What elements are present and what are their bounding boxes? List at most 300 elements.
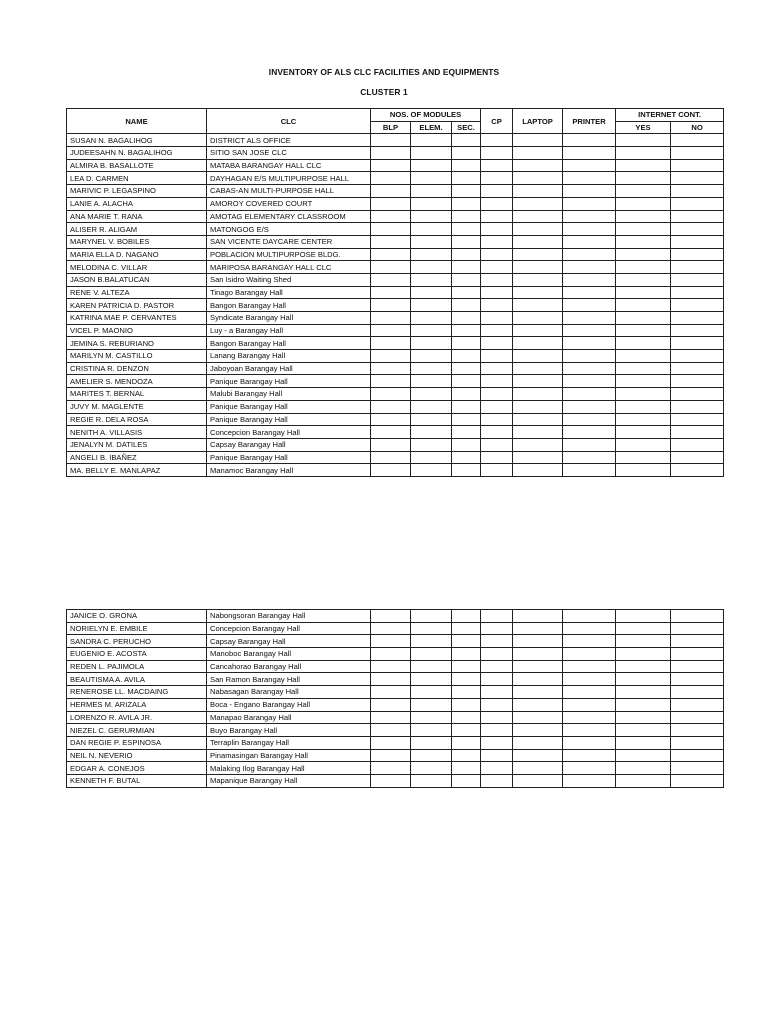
empty-cell xyxy=(616,610,671,623)
empty-cell xyxy=(452,388,481,401)
clc-cell: Terraplin Barangay Hall xyxy=(207,736,371,749)
empty-cell xyxy=(513,172,563,185)
empty-cell xyxy=(481,724,513,737)
clc-cell: Manapao Barangay Hall xyxy=(207,711,371,724)
empty-cell xyxy=(513,413,563,426)
empty-cell xyxy=(563,774,616,787)
empty-cell xyxy=(481,185,513,198)
table-row xyxy=(67,686,724,699)
empty-cell xyxy=(513,197,563,210)
table-row xyxy=(67,388,724,401)
yes-column-header: YES xyxy=(616,121,671,134)
empty-cell xyxy=(481,248,513,261)
clc-cell: DISTRICT ALS OFFICE xyxy=(207,134,371,147)
empty-cell xyxy=(513,464,563,477)
empty-cell xyxy=(411,210,452,223)
empty-cell xyxy=(513,660,563,673)
empty-cell xyxy=(452,698,481,711)
clc-cell: Concepcion Barangay Hall xyxy=(207,622,371,635)
empty-cell xyxy=(563,350,616,363)
empty-cell xyxy=(452,375,481,388)
empty-cell xyxy=(371,388,411,401)
empty-cell xyxy=(671,235,724,248)
empty-cell xyxy=(452,426,481,439)
empty-cell xyxy=(671,451,724,464)
empty-cell xyxy=(411,312,452,325)
clc-cell: Panique Barangay Hall xyxy=(207,400,371,413)
empty-cell xyxy=(563,286,616,299)
empty-cell xyxy=(371,134,411,147)
empty-cell xyxy=(563,261,616,274)
empty-cell xyxy=(513,286,563,299)
empty-cell xyxy=(452,223,481,236)
empty-cell xyxy=(371,711,411,724)
empty-cell xyxy=(513,185,563,198)
empty-cell xyxy=(452,312,481,325)
table-row xyxy=(67,635,724,648)
empty-cell xyxy=(671,648,724,661)
table-row xyxy=(67,400,724,413)
empty-cell xyxy=(616,622,671,635)
name-cell: ALISER R. ALIGAM xyxy=(67,223,207,236)
clc-column-header: CLC xyxy=(207,109,371,134)
empty-cell xyxy=(671,197,724,210)
empty-cell xyxy=(616,749,671,762)
empty-cell xyxy=(481,438,513,451)
empty-cell xyxy=(452,464,481,477)
empty-cell xyxy=(616,235,671,248)
empty-cell xyxy=(481,337,513,350)
empty-cell xyxy=(513,673,563,686)
clc-cell: Manoboc Barangay Hall xyxy=(207,648,371,661)
empty-cell xyxy=(452,400,481,413)
name-cell: DAN REGIE P. ESPINOSA xyxy=(67,736,207,749)
empty-cell xyxy=(513,299,563,312)
empty-cell xyxy=(616,711,671,724)
empty-cell xyxy=(671,660,724,673)
empty-cell xyxy=(481,312,513,325)
empty-cell xyxy=(616,159,671,172)
empty-cell xyxy=(616,438,671,451)
empty-cell xyxy=(371,210,411,223)
empty-cell xyxy=(452,648,481,661)
empty-cell xyxy=(513,134,563,147)
name-cell: JUVY M. MAGLENTE xyxy=(67,400,207,413)
table-row xyxy=(67,235,724,248)
empty-cell xyxy=(616,400,671,413)
empty-cell xyxy=(513,324,563,337)
empty-cell xyxy=(671,698,724,711)
empty-cell xyxy=(513,426,563,439)
clc-cell: Nabasagan Barangay Hall xyxy=(207,686,371,699)
empty-cell xyxy=(452,147,481,160)
empty-cell xyxy=(671,261,724,274)
empty-cell xyxy=(481,711,513,724)
table-row xyxy=(67,147,724,160)
empty-cell xyxy=(411,711,452,724)
empty-cell xyxy=(411,197,452,210)
clc-cell: AMOTAG ELEMENTARY CLASSROOM xyxy=(207,210,371,223)
blp-column-header: BLP xyxy=(371,121,411,134)
name-cell: MELODINA C. VILLAR xyxy=(67,261,207,274)
empty-cell xyxy=(452,197,481,210)
empty-cell xyxy=(481,736,513,749)
empty-cell xyxy=(481,375,513,388)
name-cell: NIEZEL C. GERURMIAN xyxy=(67,724,207,737)
inventory-table-main xyxy=(66,108,724,477)
clc-cell: Buyo Barangay Hall xyxy=(207,724,371,737)
empty-cell xyxy=(671,273,724,286)
clc-cell: Bangon Barangay Hall xyxy=(207,299,371,312)
clc-cell: Cancahorao Barangay Hall xyxy=(207,660,371,673)
empty-cell xyxy=(513,273,563,286)
clc-cell: MARIPOSA BARANGAY HALL CLC xyxy=(207,261,371,274)
empty-cell xyxy=(513,762,563,775)
empty-cell xyxy=(411,273,452,286)
elem-column-header: ELEM. xyxy=(411,121,452,134)
name-cell: MARYNEL V. BOBILES xyxy=(67,235,207,248)
empty-cell xyxy=(616,337,671,350)
empty-cell xyxy=(411,635,452,648)
table-row xyxy=(67,337,724,350)
empty-cell xyxy=(481,388,513,401)
empty-cell xyxy=(452,762,481,775)
empty-cell xyxy=(563,660,616,673)
empty-cell xyxy=(481,774,513,787)
empty-cell xyxy=(411,172,452,185)
empty-cell xyxy=(452,261,481,274)
empty-cell xyxy=(671,223,724,236)
empty-cell xyxy=(481,147,513,160)
table-row xyxy=(67,749,724,762)
clc-cell: MATABA BARANGAY HALL CLC xyxy=(207,159,371,172)
empty-cell xyxy=(371,147,411,160)
empty-cell xyxy=(371,673,411,686)
clc-cell: Concepcion Barangay Hall xyxy=(207,426,371,439)
table-row xyxy=(67,286,724,299)
empty-cell xyxy=(513,223,563,236)
empty-cell xyxy=(481,197,513,210)
name-cell: BEAUTISMA A. AVILA xyxy=(67,673,207,686)
empty-cell xyxy=(411,451,452,464)
empty-cell xyxy=(411,660,452,673)
name-cell: MARILYN M. CASTILLO xyxy=(67,350,207,363)
name-cell: LANIE A. ALACHA xyxy=(67,197,207,210)
empty-cell xyxy=(616,375,671,388)
empty-cell xyxy=(513,388,563,401)
empty-cell xyxy=(452,362,481,375)
empty-cell xyxy=(616,172,671,185)
document-subtitle: CLUSTER 1 xyxy=(360,87,408,97)
empty-cell xyxy=(411,749,452,762)
empty-cell xyxy=(371,686,411,699)
clc-cell: Manamoc Barangay Hall xyxy=(207,464,371,477)
name-cell: SUSAN N. BAGALIHOG xyxy=(67,134,207,147)
empty-cell xyxy=(452,622,481,635)
empty-cell xyxy=(671,610,724,623)
header-row-1 xyxy=(67,109,724,122)
empty-cell xyxy=(452,749,481,762)
clc-cell: CABAS-AN MULTI-PURPOSE HALL xyxy=(207,185,371,198)
empty-cell xyxy=(563,172,616,185)
modules-group-header: NOS. OF MODULES xyxy=(371,109,481,122)
empty-cell xyxy=(371,299,411,312)
empty-cell xyxy=(671,147,724,160)
empty-cell xyxy=(563,762,616,775)
empty-cell xyxy=(371,648,411,661)
name-cell: LORENZO R. AVILA JR. xyxy=(67,711,207,724)
empty-cell xyxy=(563,438,616,451)
empty-cell xyxy=(481,273,513,286)
empty-cell xyxy=(671,774,724,787)
empty-cell xyxy=(563,134,616,147)
empty-cell xyxy=(481,286,513,299)
empty-cell xyxy=(481,362,513,375)
empty-cell xyxy=(513,147,563,160)
empty-cell xyxy=(563,686,616,699)
empty-cell xyxy=(671,400,724,413)
empty-cell xyxy=(563,711,616,724)
cp-column-header: CP xyxy=(481,109,513,134)
empty-cell xyxy=(616,197,671,210)
empty-cell xyxy=(563,698,616,711)
table-row xyxy=(67,197,724,210)
empty-cell xyxy=(411,134,452,147)
empty-cell xyxy=(671,375,724,388)
empty-cell xyxy=(481,172,513,185)
empty-cell xyxy=(563,147,616,160)
empty-cell xyxy=(411,648,452,661)
name-cell: NENITH A. VILLASIS xyxy=(67,426,207,439)
empty-cell xyxy=(371,172,411,185)
empty-cell xyxy=(452,451,481,464)
empty-cell xyxy=(671,350,724,363)
empty-cell xyxy=(563,724,616,737)
empty-cell xyxy=(452,248,481,261)
empty-cell xyxy=(371,438,411,451)
empty-cell xyxy=(452,134,481,147)
empty-cell xyxy=(371,610,411,623)
empty-cell xyxy=(671,438,724,451)
empty-cell xyxy=(513,648,563,661)
empty-cell xyxy=(452,185,481,198)
empty-cell xyxy=(513,724,563,737)
clc-cell: Boca - Engano Barangay Hall xyxy=(207,698,371,711)
empty-cell xyxy=(481,686,513,699)
empty-cell xyxy=(371,273,411,286)
empty-cell xyxy=(616,324,671,337)
empty-cell xyxy=(563,464,616,477)
empty-cell xyxy=(616,147,671,160)
empty-cell xyxy=(513,686,563,699)
empty-cell xyxy=(481,464,513,477)
empty-cell xyxy=(563,223,616,236)
empty-cell xyxy=(411,610,452,623)
empty-cell xyxy=(616,134,671,147)
clc-cell: Syndicate Barangay Hall xyxy=(207,312,371,325)
clc-cell: Panique Barangay Hall xyxy=(207,413,371,426)
empty-cell xyxy=(563,312,616,325)
empty-cell xyxy=(616,413,671,426)
empty-cell xyxy=(452,337,481,350)
table-row xyxy=(67,312,724,325)
empty-cell xyxy=(411,388,452,401)
table-row xyxy=(67,210,724,223)
empty-cell xyxy=(513,622,563,635)
empty-cell xyxy=(481,622,513,635)
empty-cell xyxy=(411,762,452,775)
empty-cell xyxy=(671,622,724,635)
empty-cell xyxy=(513,375,563,388)
empty-cell xyxy=(411,362,452,375)
empty-cell xyxy=(616,350,671,363)
empty-cell xyxy=(563,400,616,413)
empty-cell xyxy=(513,610,563,623)
empty-cell xyxy=(371,324,411,337)
empty-cell xyxy=(371,185,411,198)
empty-cell xyxy=(563,210,616,223)
table-row xyxy=(67,299,724,312)
empty-cell xyxy=(513,451,563,464)
clc-cell: DAYHAGAN E/S MULTIPURPOSE HALL xyxy=(207,172,371,185)
empty-cell xyxy=(563,324,616,337)
table-row xyxy=(67,451,724,464)
empty-cell xyxy=(411,774,452,787)
empty-cell xyxy=(411,698,452,711)
clc-cell: Malubi Barangay Hall xyxy=(207,388,371,401)
empty-cell xyxy=(616,273,671,286)
empty-cell xyxy=(411,622,452,635)
sec-column-header: SEC. xyxy=(452,121,481,134)
empty-cell xyxy=(563,159,616,172)
table-row xyxy=(67,375,724,388)
empty-cell xyxy=(513,159,563,172)
name-cell: JASON B.BALATUCAN xyxy=(67,273,207,286)
empty-cell xyxy=(411,375,452,388)
name-cell: KAREN PATRICIA D. PASTOR xyxy=(67,299,207,312)
empty-cell xyxy=(371,375,411,388)
empty-cell xyxy=(481,299,513,312)
empty-cell xyxy=(452,774,481,787)
empty-cell xyxy=(411,673,452,686)
table-row xyxy=(67,324,724,337)
empty-cell xyxy=(411,261,452,274)
clc-cell: Nabongsoran Barangay Hall xyxy=(207,610,371,623)
table-row xyxy=(67,622,724,635)
empty-cell xyxy=(616,248,671,261)
empty-cell xyxy=(671,159,724,172)
empty-cell xyxy=(671,426,724,439)
clc-cell: POBLACION MULTIPURPOSE BLDG. xyxy=(207,248,371,261)
empty-cell xyxy=(513,337,563,350)
name-cell: JEMINA S. REBURIANO xyxy=(67,337,207,350)
empty-cell xyxy=(411,147,452,160)
empty-cell xyxy=(671,312,724,325)
empty-cell xyxy=(616,762,671,775)
empty-cell xyxy=(452,736,481,749)
empty-cell xyxy=(481,698,513,711)
empty-cell xyxy=(481,223,513,236)
empty-cell xyxy=(371,159,411,172)
empty-cell xyxy=(371,413,411,426)
empty-cell xyxy=(671,724,724,737)
empty-cell xyxy=(513,350,563,363)
empty-cell xyxy=(513,711,563,724)
empty-cell xyxy=(671,324,724,337)
empty-cell xyxy=(671,736,724,749)
clc-cell: MATONGOG E/S xyxy=(207,223,371,236)
table-row xyxy=(67,724,724,737)
table-row xyxy=(67,438,724,451)
empty-cell xyxy=(563,426,616,439)
empty-cell xyxy=(411,464,452,477)
empty-cell xyxy=(616,261,671,274)
empty-cell xyxy=(371,337,411,350)
name-cell: KENNETH F. BUTAL xyxy=(67,774,207,787)
empty-cell xyxy=(452,635,481,648)
empty-cell xyxy=(371,451,411,464)
empty-cell xyxy=(481,648,513,661)
clc-cell: Capsay Barangay Hall xyxy=(207,635,371,648)
clc-cell: Panique Barangay Hall xyxy=(207,375,371,388)
empty-cell xyxy=(452,724,481,737)
empty-cell xyxy=(671,286,724,299)
empty-cell xyxy=(371,774,411,787)
empty-cell xyxy=(481,762,513,775)
name-cell: REDEN L. PAJIMOLA xyxy=(67,660,207,673)
empty-cell xyxy=(411,223,452,236)
empty-cell xyxy=(411,413,452,426)
empty-cell xyxy=(481,400,513,413)
empty-cell xyxy=(481,134,513,147)
clc-cell: Luy - a Barangay Hall xyxy=(207,324,371,337)
name-cell: JANICE O. GRONA xyxy=(67,610,207,623)
empty-cell xyxy=(411,248,452,261)
empty-cell xyxy=(616,774,671,787)
empty-cell xyxy=(371,261,411,274)
empty-cell xyxy=(616,286,671,299)
table-row xyxy=(67,273,724,286)
table-row xyxy=(67,413,724,426)
clc-cell: Mapanique Barangay Hall xyxy=(207,774,371,787)
clc-cell: San Ramon Barangay Hall xyxy=(207,673,371,686)
empty-cell xyxy=(411,736,452,749)
empty-cell xyxy=(411,426,452,439)
printer-column-header: PRINTER xyxy=(563,109,616,134)
empty-cell xyxy=(371,286,411,299)
empty-cell xyxy=(371,312,411,325)
empty-cell xyxy=(481,660,513,673)
name-cell: SANDRA C. PERUCHO xyxy=(67,635,207,648)
empty-cell xyxy=(481,235,513,248)
empty-cell xyxy=(616,362,671,375)
empty-cell xyxy=(616,648,671,661)
name-cell: EDGAR A. CONEJOS xyxy=(67,762,207,775)
empty-cell xyxy=(452,172,481,185)
empty-cell xyxy=(513,400,563,413)
empty-cell xyxy=(452,286,481,299)
table-row xyxy=(67,698,724,711)
empty-cell xyxy=(452,235,481,248)
name-cell: RENE V. ALTEZA xyxy=(67,286,207,299)
name-cell: CRISTINA R. DENZON xyxy=(67,362,207,375)
empty-cell xyxy=(371,362,411,375)
table-row xyxy=(67,159,724,172)
table-row xyxy=(67,172,724,185)
table-row xyxy=(67,660,724,673)
empty-cell xyxy=(481,413,513,426)
clc-cell: Tinago Barangay Hall xyxy=(207,286,371,299)
